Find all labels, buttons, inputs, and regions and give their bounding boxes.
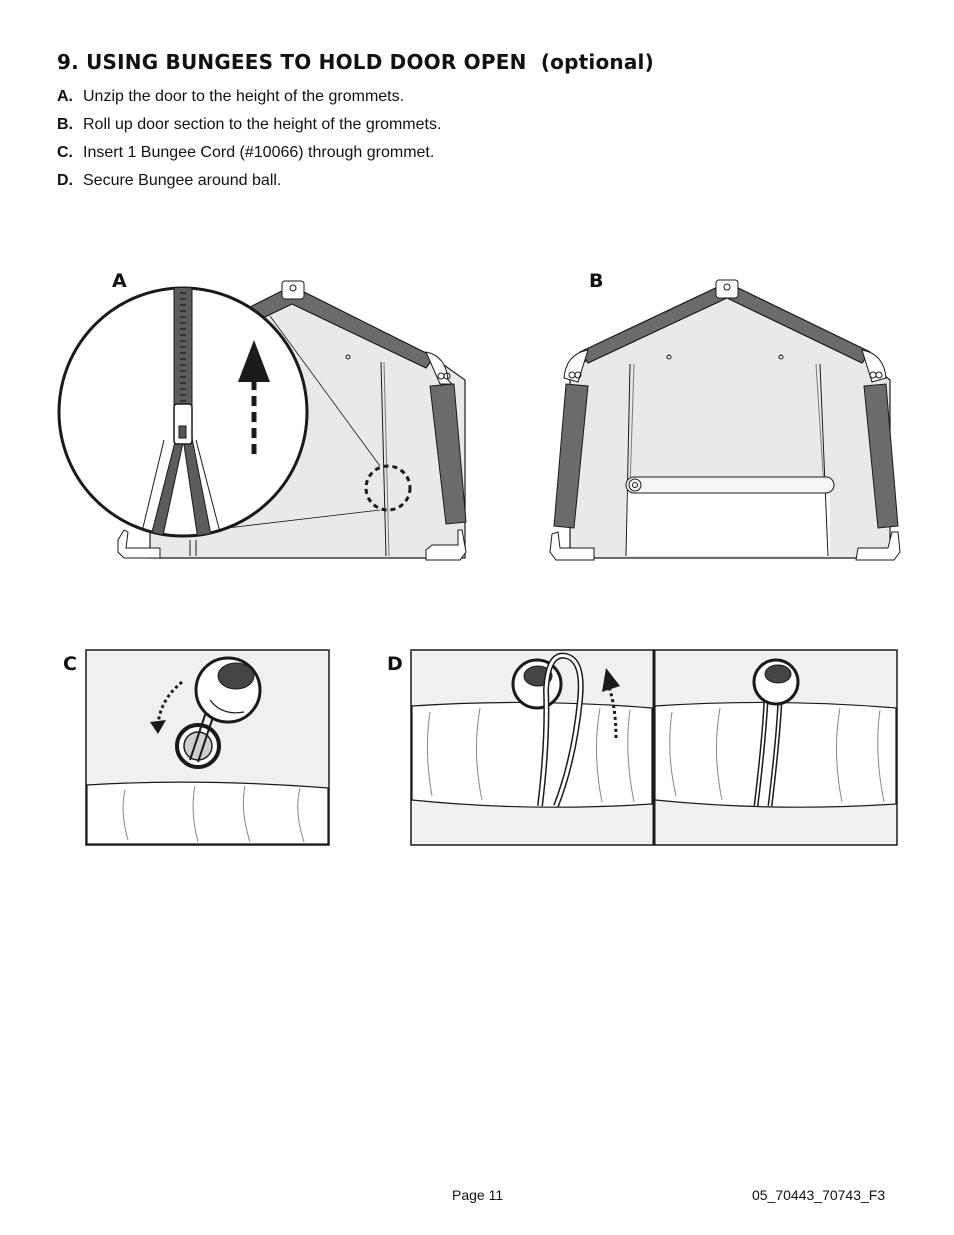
figure-d-secure (411, 650, 897, 845)
figure-label-a: A (112, 270, 127, 292)
section-qualifier: (optional) (540, 50, 654, 74)
step-item: D. Secure Bungee around ball. (57, 172, 282, 189)
document-code: 05_70443_70743_F3 (752, 1187, 886, 1203)
step-item: A. Unzip the door to the height of the grommets. (57, 88, 405, 105)
page-number: Page 11 (452, 1187, 504, 1203)
section-number: 9. (57, 50, 79, 74)
figure-label-c: C (63, 653, 77, 675)
figure-c-grommet (86, 650, 329, 845)
figure-b-shelter (550, 280, 900, 560)
figure-label-b: B (589, 270, 604, 292)
figure-a-shelter (59, 280, 466, 560)
step-item: B. Roll up door section to the height of the grommets. (57, 116, 442, 133)
figure-label-d: D (387, 653, 403, 675)
step-item: C. Insert 1 Bungee Cord (#10066) through grommet. (57, 144, 435, 161)
section-heading: USING BUNGEES TO HOLD DOOR OPEN (86, 50, 527, 74)
